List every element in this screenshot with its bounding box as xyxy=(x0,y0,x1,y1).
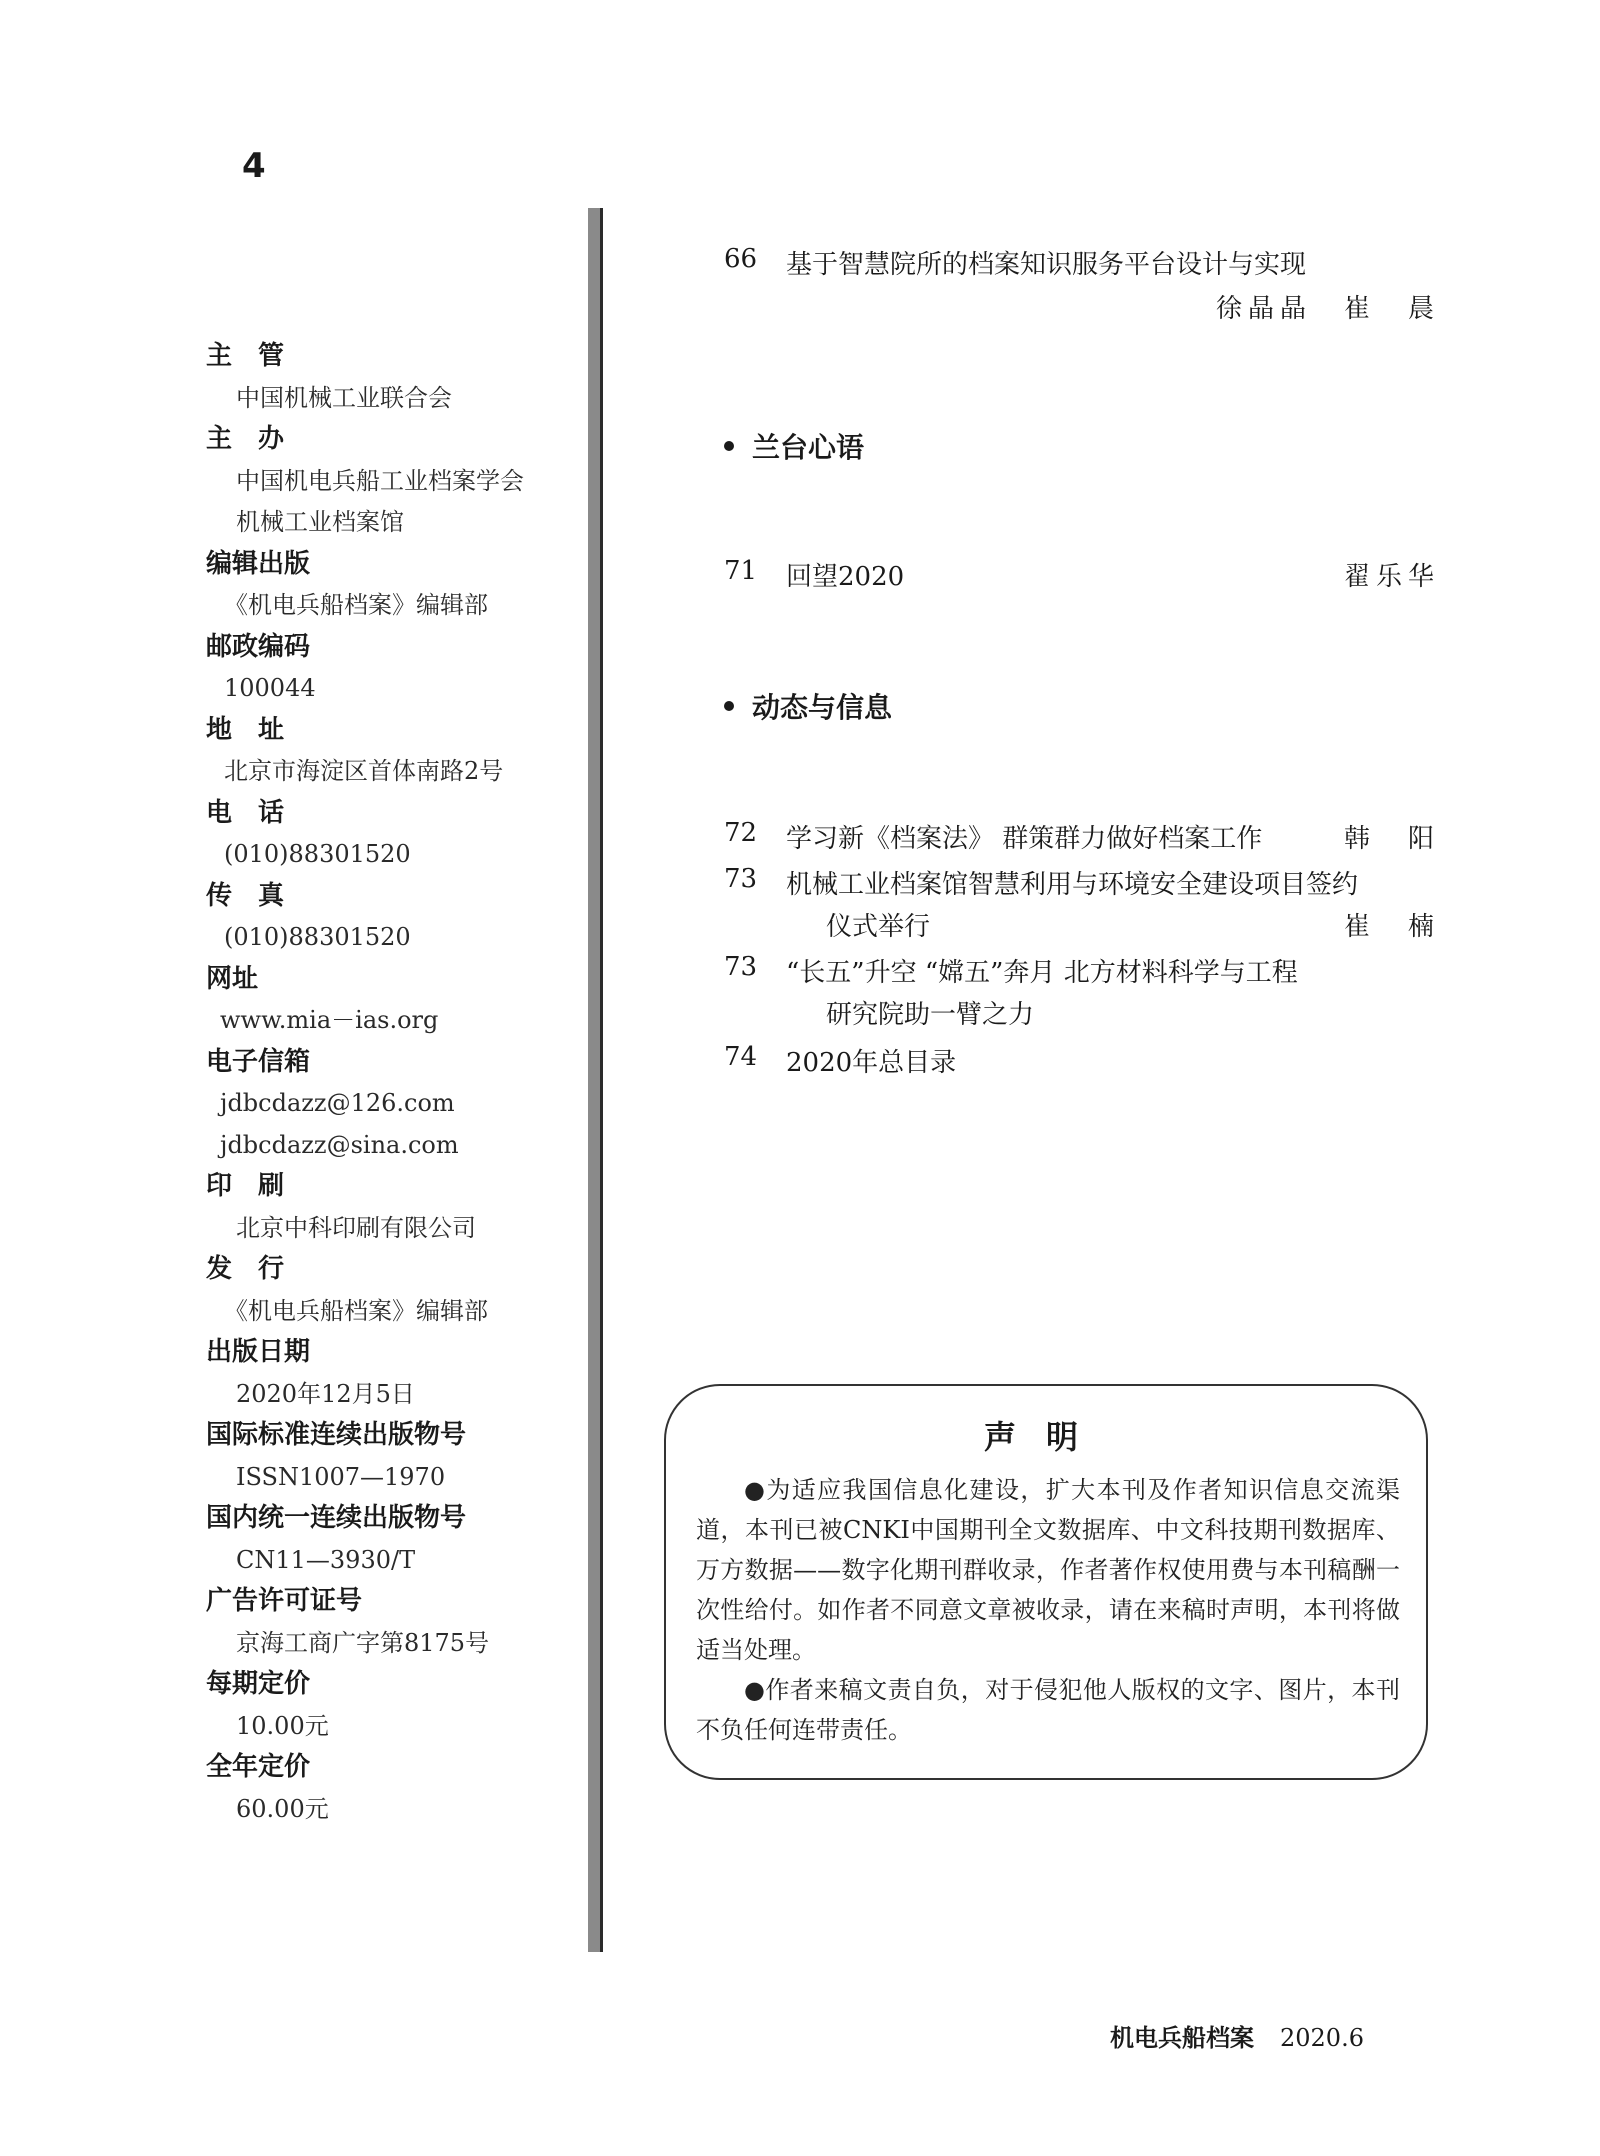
masthead-value: 10.00元 xyxy=(236,1711,329,1740)
masthead-value: 北京市海淀区首体南路2号 xyxy=(224,757,504,785)
masthead-label: 国际标准连续出版物号 xyxy=(206,1420,467,1450)
toc-page-number: 73 xyxy=(724,864,758,894)
masthead-label: 网址 xyxy=(206,963,259,994)
masthead-value: 北京中科印刷有限公司 xyxy=(236,1213,476,1242)
section-title: 兰台心语 xyxy=(752,431,865,464)
masthead-label: 主 管 xyxy=(206,341,285,371)
masthead-cn xyxy=(206,1498,576,1581)
masthead-value: (010)88301520 xyxy=(224,840,411,868)
masthead-label: 电子信箱 xyxy=(206,1046,311,1077)
toc-page-number: 74 xyxy=(724,1042,758,1072)
masthead-postcode xyxy=(206,627,576,710)
toc-title-continued: 仪式举行 xyxy=(826,912,931,942)
masthead-value: CN11—3930/T xyxy=(236,1545,416,1574)
masthead-value: www.mia－ias.org xyxy=(220,1006,439,1034)
masthead-ad-license xyxy=(206,1581,576,1664)
notice-body xyxy=(696,1470,1400,1750)
toc-title: 机械工业档案馆智慧利用与环境安全建设项目签约 xyxy=(786,870,1359,900)
toc-author: 翟乐华 xyxy=(1343,562,1440,592)
toc-page-number: 72 xyxy=(724,818,758,848)
masthead-value: 《机电兵船档案》编辑部 xyxy=(224,1296,488,1325)
section-title: 动态与信息 xyxy=(752,691,893,724)
toc-author: 崔 楠 xyxy=(1343,912,1440,942)
masthead-phone xyxy=(206,793,576,876)
masthead-label: 编辑出版 xyxy=(206,548,311,579)
notice-paragraph: ●为适应我国信息化建设，扩大本刊及作者知识信息交流渠道，本刊已被CNKI中国期刊全文数据库、中文科技期刊数据库、万方数据——数字化期刊群收录，作者著作权使用费与本刊稿酬一次性给付。如作者不同意文章被收录，请在来稿时声明，本刊将做适当处理。 xyxy=(696,1476,1400,1664)
masthead-value: 京海工商广字第8175号 xyxy=(236,1628,490,1657)
notice-title: 声明 xyxy=(983,1418,1108,1456)
masthead-printer xyxy=(206,1166,576,1249)
masthead-label: 传 真 xyxy=(206,880,285,911)
masthead-value: 机械工业档案馆 xyxy=(236,508,404,536)
footer-issue: 2020.6 xyxy=(1280,2024,1364,2052)
toc-title: “长五”升空 “嫦五”奔月 北方材料科学与工程 xyxy=(786,958,1298,988)
bullet-icon xyxy=(724,441,734,451)
masthead-label: 广告许可证号 xyxy=(206,1586,363,1616)
masthead-value: 《机电兵船档案》编辑部 xyxy=(224,591,488,619)
footer-journal-name: 机电兵船档案 xyxy=(1110,2023,1254,2052)
masthead-value: ISSN1007—1970 xyxy=(236,1462,446,1491)
toc-title: 回望2020 xyxy=(786,562,905,592)
masthead-label: 主 办 xyxy=(206,424,285,454)
toc-page-number: 66 xyxy=(724,244,758,274)
masthead-distribution xyxy=(206,1249,576,1332)
toc-page-number: 73 xyxy=(724,952,758,982)
masthead-sponsor xyxy=(206,419,576,544)
masthead xyxy=(206,336,576,1830)
masthead-value: jdbcdazz@126.com xyxy=(220,1089,455,1117)
notice-box xyxy=(664,1384,1428,1780)
section-heading xyxy=(724,426,864,466)
masthead-value: (010)88301520 xyxy=(224,923,411,951)
column-divider-edge xyxy=(600,208,603,1952)
page-number: 4 xyxy=(242,146,266,186)
masthead-address xyxy=(206,710,576,793)
masthead-label: 每期定价 xyxy=(206,1669,311,1699)
toc-title: 基于智慧院所的档案知识服务平台设计与实现 xyxy=(786,250,1307,280)
page-footer xyxy=(1110,2018,1364,2053)
masthead-annual-price xyxy=(206,1747,576,1830)
masthead-label: 邮政编码 xyxy=(206,631,311,662)
masthead-value: 2020年12月5日 xyxy=(236,1379,415,1408)
toc-author: 韩 阳 xyxy=(1343,824,1440,854)
masthead-label: 发 行 xyxy=(206,1254,285,1284)
masthead-fax xyxy=(206,876,576,959)
masthead-value: 中国机械工业联合会 xyxy=(236,383,452,412)
toc-author: 徐晶晶 崔 晨 xyxy=(1215,294,1440,324)
masthead-label: 印 刷 xyxy=(206,1171,285,1201)
toc-title-continued: 研究院助一臂之力 xyxy=(826,1000,1035,1030)
notice-paragraph: ●作者来稿文责自负，对于侵犯他人版权的文字、图片，本刊不负任何连带责任。 xyxy=(696,1676,1400,1744)
toc-title: 学习新《档案法》 群策群力做好档案工作 xyxy=(786,824,1263,854)
masthead-label: 全年定价 xyxy=(206,1752,311,1782)
masthead-value: 100044 xyxy=(224,674,316,702)
masthead-label: 电 话 xyxy=(206,797,285,828)
masthead-issn xyxy=(206,1415,576,1498)
masthead-label: 国内统一连续出版物号 xyxy=(206,1503,467,1533)
masthead-editor xyxy=(206,544,576,627)
toc-page-number: 71 xyxy=(724,556,758,586)
masthead-email xyxy=(206,1042,576,1167)
masthead-pubdate xyxy=(206,1332,576,1415)
bullet-icon xyxy=(724,701,734,711)
masthead-label: 地 址 xyxy=(206,714,285,745)
masthead-value: jdbcdazz@sina.com xyxy=(220,1130,459,1159)
masthead-issue-price xyxy=(206,1664,576,1747)
toc-title: 2020年总目录 xyxy=(786,1048,957,1078)
masthead-website xyxy=(206,959,576,1042)
masthead-value: 60.00元 xyxy=(236,1794,329,1823)
section-heading xyxy=(724,686,892,726)
masthead-label: 出版日期 xyxy=(206,1337,311,1367)
masthead-value: 中国机电兵船工业档案学会 xyxy=(236,466,524,495)
masthead-supervisor xyxy=(206,336,576,419)
